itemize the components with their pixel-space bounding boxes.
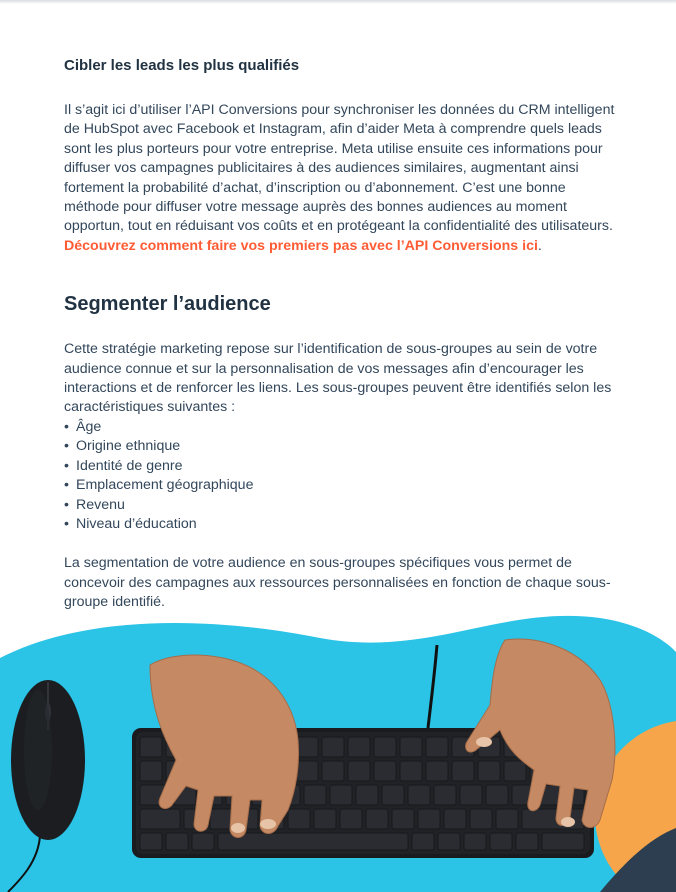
criteria-item: • Emplacement géographique bbox=[64, 476, 624, 495]
page-content bbox=[64, 55, 624, 613]
target-heading: Cibler les leads les plus qualifiés bbox=[64, 57, 300, 74]
conversions-api-link[interactable]: Découvrez comment faire vos premiers pas avec l’API Conversions ici bbox=[64, 237, 538, 254]
criteria-list bbox=[64, 418, 624, 534]
criteria-item: • Revenu bbox=[64, 496, 624, 515]
segment-heading: Segmenter l’audience bbox=[64, 293, 271, 316]
segment-closing: La segmentation de votre audience en sous-groupes spécifiques vous permet de concevoir des campagnes aux ressources personnalisées en fonction de chaque sous-groupe identifié. bbox=[64, 555, 611, 611]
mouse bbox=[11, 680, 85, 840]
criteria-item: • Origine ethnique bbox=[64, 437, 624, 456]
criteria-item: • Âge bbox=[64, 418, 624, 437]
page-top-shadow bbox=[0, 0, 676, 4]
criteria-item: • Niveau d’éducation bbox=[64, 515, 624, 534]
segment-intro: Cette stratégie marketing repose sur l’identification de sous-groupes au sein de votre audience connue et sur la personnalisation de vos messages afin d’encourager les interactions et de renforcer les liens. Les sous-groupes peuvent être identifiés selon les caractéristiques suivantes : bbox=[64, 341, 612, 416]
target-paragraph bbox=[64, 101, 624, 256]
target-paragraph-text: Il s’agit ici d’utiliser l’API Conversions pour synchroniser les données du CRM intelligent de HubSpot avec Facebook et Instagram, afin d’aider Meta à comprendre quels leads sont les plus porteurs pour votre entreprise. Meta utilise ensuite ces informations pour diffuser vos campagnes publicitaires à des audiences similaires, augmentant ainsi fortement la probabilité d’achat, d’inscription ou d’abonnement. C’est une bonne méthode pour diffuser votre message auprès des bonnes audiences au moment opportun, tout en réduisant vos coûts et en protégeant la confidentialité des utilisateurs. bbox=[64, 102, 615, 235]
criteria-item: • Identité de genre bbox=[64, 457, 624, 476]
keyboard-photo bbox=[0, 600, 676, 892]
link-period: . bbox=[537, 237, 542, 254]
